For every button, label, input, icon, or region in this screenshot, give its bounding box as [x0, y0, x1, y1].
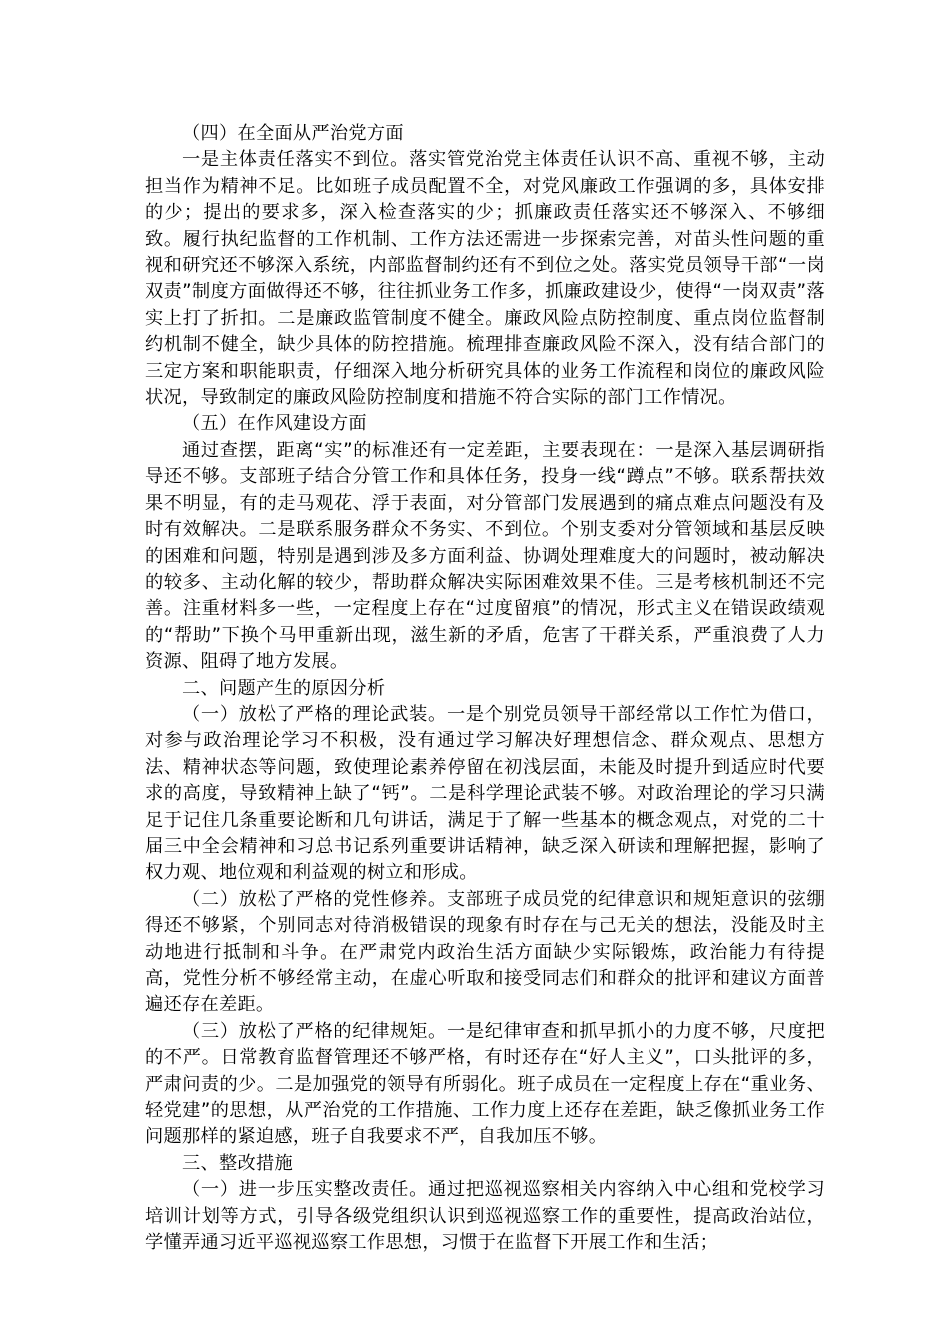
section-heading-5: （五）在作风建设方面 [182, 413, 367, 435]
paragraph-cause-2: （二）放松了严格的党性修养。支部班子成员党的纪律意识和规矩意识的弦绷得还不够紧，个别同志对待消极错误的现象有时存在与己无关的想法，没能及时主动地进行抵制和斗争。在严肃党内政治生活方面缺少实际锻炼，政治能力有待提高，党性分析不够经常主动，在虚心听取和接受同志们和群众的批评和建议方面普遍还存在差距。 [145, 888, 825, 1016]
paragraph-measure-1: （一）进一步压实整改责任。通过把巡视巡察相关内容纳入中心组和党校学习培训计划等方式，引导各级党组织认识到巡视巡察工作的重要性，提高政治站位，学懂弄通习近平巡视巡察工作思想，习惯于在监督下开展工作和生活； [145, 1179, 825, 1254]
paragraph-cause-1: （一）放松了严格的理论武装。一是个别党员领导干部经常以工作忙为借口，对参与政治理论学习不积极，没有通过学习解决好理想信念、群众观点、思想方法、精神状态等问题，致使理论素养停留在初浅层面，未能及时提升到适应时代要求的高度，导致精神上缺了“钙”。二是科学理论武装不够。对政治理论的学习只满足于记住几条重要论断和几句讲话，满足于了解一些基本的概念观点，对党的二十届三中全会精神和习总书记系列重要讲话精神，缺乏深入研读和理解把握，影响了权力观、地位观和利益观的树立和形成。 [145, 703, 825, 884]
document-page [145, 121, 825, 1256]
paragraph-cause-3: （三）放松了严格的纪律规矩。一是纪律审查和抓早抓小的力度不够，尺度把的不严。日常教育监督管理还不够严格，有时还存在“好人主义”，口头批评的多，严肃问责的少。二是加强党的领导有所弱化。班子成员在一定程度上存在“重业务、轻党建”的思想，从严治党的工作措施、工作力度上还存在差距，缺乏像抓业务工作问题那样的紧迫感，班子自我要求不严，自我加压不够。 [145, 1020, 825, 1148]
paragraph-party-discipline: 一是主体责任落实不到位。落实管党治党主体责任认识不高、重视不够，主动担当作为精神不足。比如班子成员配置不全，对党风廉政工作强调的多，具体安排的少；提出的要求多，深入检查落实的少；抓廉政责任落实还不够深入、不够细致。履行执纪监督的工作机制、工作方法还需进一步探索完善，对苗头性问题的重视和研究还不够深入系统，内部监督制约还有不到位之处。落实党员领导干部“一岗双责”制度方面做得还不够，往往抓业务工作多，抓廉政建设少，使得“一岗双责”落实上打了折扣。二是廉政监管制度不健全。廉政风险点防控制度、重点岗位监督制约机制不健全，缺少具体的防控措施。梳理排查廉政风险不深入，没有结合部门的三定方案和职能职责，仔细深入地分析研究具体的业务工作流程和岗位的廉政风险状况，导致制定的廉政风险防控制度和措施不符合实际的部门工作情况。 [145, 149, 825, 409]
section-heading-measures: 三、整改措施 [182, 1152, 293, 1174]
section-heading-4: （四）在全面从严治党方面 [182, 123, 404, 144]
section-heading-causes: 二、问题产生的原因分析 [182, 677, 386, 699]
paragraph-work-style: 通过查摆，距离“实”的标准还有一定差距，主要表现在：一是深入基层调研指导还不够。支部班子结合分管工作和具体任务，投身一线“蹲点”不够。联系帮扶效果不明显，有的走马观花、浮于表面，对分管部门发展遇到的痛点难点问题没有及时有效解决。二是联系服务群众不务实、不到位。个别支委对分管领域和基层反映的困难和问题，特别是遇到涉及多方面利益、协调处理难度大的问题时，被动解决的较多、主动化解的较少，帮助群众解决实际困难效果不佳。三是考核机制还不完善。注重材料多一些，一定程度上存在“过度留痕”的情况，形式主义在错误政绩观的“帮助”下换个马甲重新出现，滋生新的矛盾，危害了干群关系，严重浪费了人力资源、阻碍了地方发展。 [145, 439, 825, 673]
